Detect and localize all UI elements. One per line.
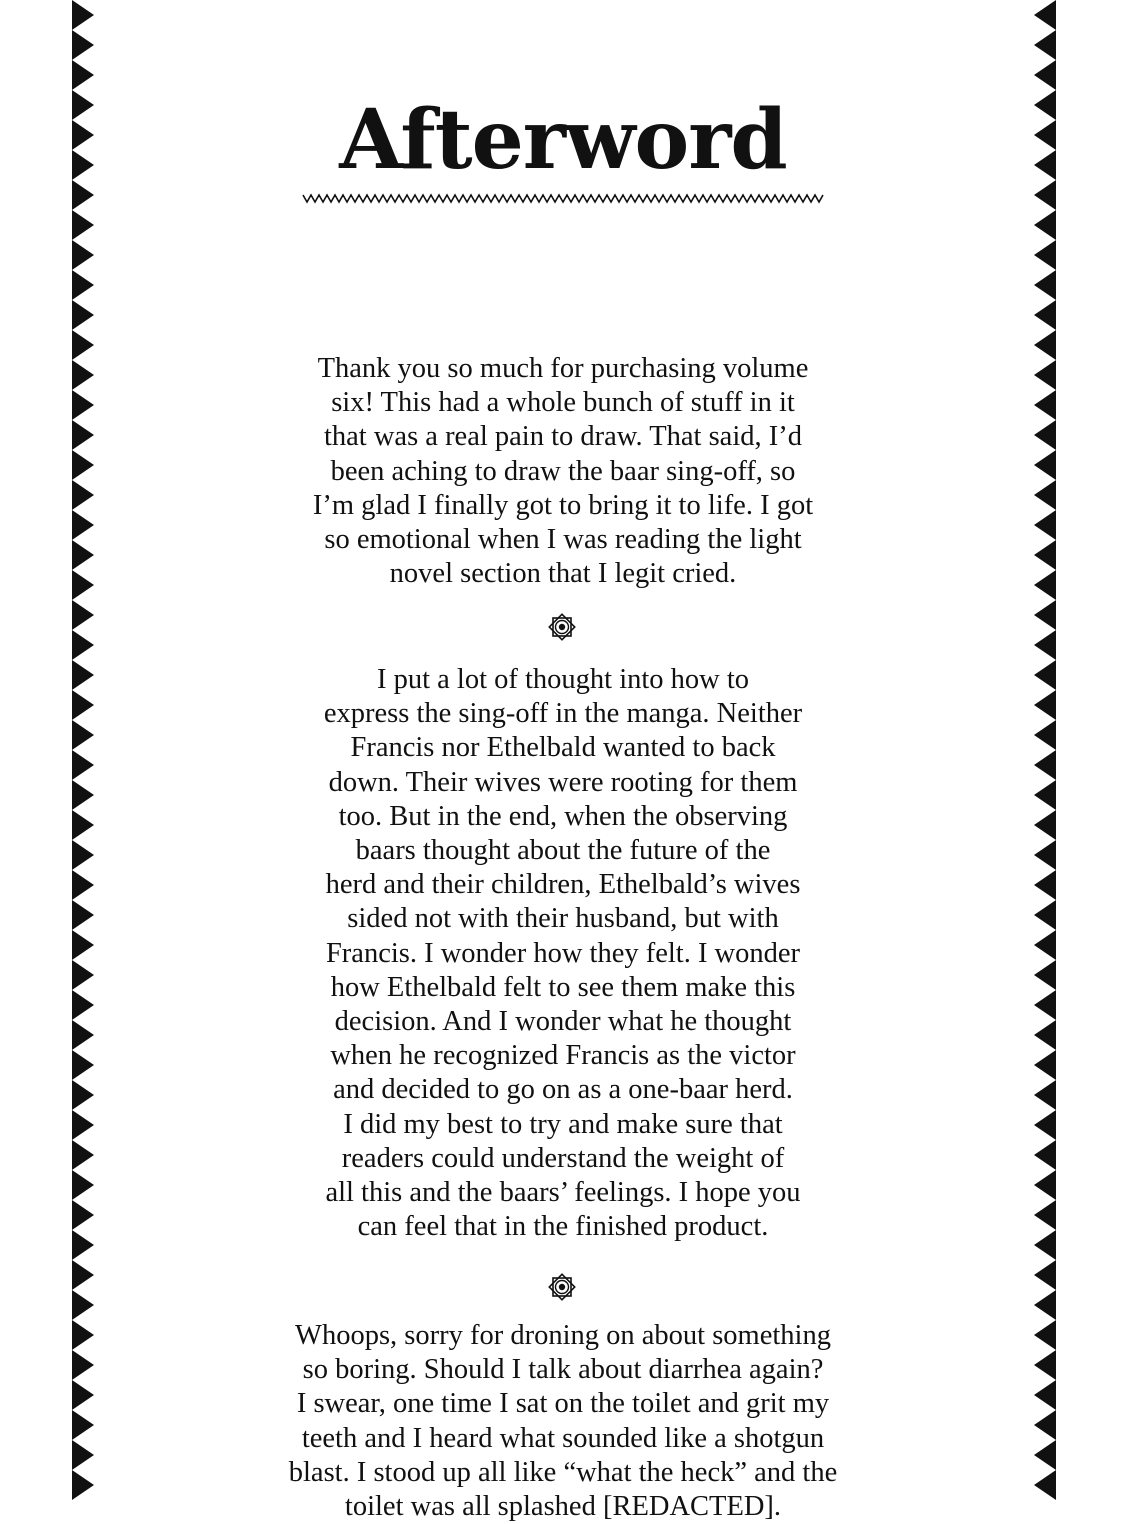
text-line: teeth and I heard what sounded like a shotgun <box>301 1422 825 1454</box>
text-line: I did my best to try and make sure that <box>343 1108 783 1140</box>
paragraph-2 <box>0 663 1126 1244</box>
text-line: I put a lot of thought into how to <box>376 664 750 695</box>
text-line: decision. And I wonder what he thought <box>334 1006 792 1038</box>
paragraph-1 <box>0 352 1126 591</box>
page-title: Afterword <box>339 92 787 188</box>
text-line: so emotional when I was reading the light <box>324 524 802 556</box>
zigzag-divider <box>303 192 823 206</box>
text-line: I’m glad I finally got to bring it to life. I got <box>312 489 814 521</box>
sun-ornament-icon <box>547 1272 577 1302</box>
text-line: novel section that I legit cried. <box>389 558 737 590</box>
text-line: can feel that in the finished product. <box>357 1211 769 1243</box>
paragraph-3 <box>0 1319 1126 1524</box>
text-line: that was a real pain to draw. That said, I’d <box>323 421 802 453</box>
text-line: express the sing-off in the manga. Neither <box>323 698 803 730</box>
text-line: blast. I stood up all like “what the heck” and the <box>288 1456 838 1488</box>
text-line: herd and their children, Ethelbald’s wives <box>325 869 801 901</box>
text-line: Francis nor Ethelbald wanted to back <box>350 732 776 764</box>
text-line: and decided to go on as a one-baar herd. <box>333 1074 793 1106</box>
text-line: Francis. I wonder how they felt. I wonder <box>325 937 801 969</box>
text-line: readers could understand the weight of <box>341 1142 785 1174</box>
text-line: so boring. Should I talk about diarrhea again? <box>302 1354 824 1386</box>
text-line: I swear, one time I sat on the toilet and grit my <box>296 1388 830 1420</box>
sun-ornament-icon <box>547 612 577 642</box>
text-line: when he recognized Francis as the victor <box>330 1040 796 1072</box>
text-line: down. Their wives were rooting for them <box>328 766 798 798</box>
text-line: sided not with their husband, but with <box>347 903 779 935</box>
text-line: Whoops, sorry for droning on about something <box>295 1320 831 1351</box>
text-line: been aching to draw the baar sing-off, so <box>330 455 796 487</box>
text-line: Thank you so much for purchasing volume <box>317 353 809 384</box>
text-line: too. But in the end, when the observing <box>338 800 788 832</box>
text-line: six! This had a whole bunch of stuff in it <box>331 387 795 419</box>
text-line: baars thought about the future of the <box>355 835 771 867</box>
text-line: toilet was all splashed [REDACTED]. <box>344 1491 782 1523</box>
text-line: all this and the baars’ feelings. I hope you <box>325 1177 801 1209</box>
text-line: how Ethelbald felt to see them make this <box>330 971 796 1003</box>
